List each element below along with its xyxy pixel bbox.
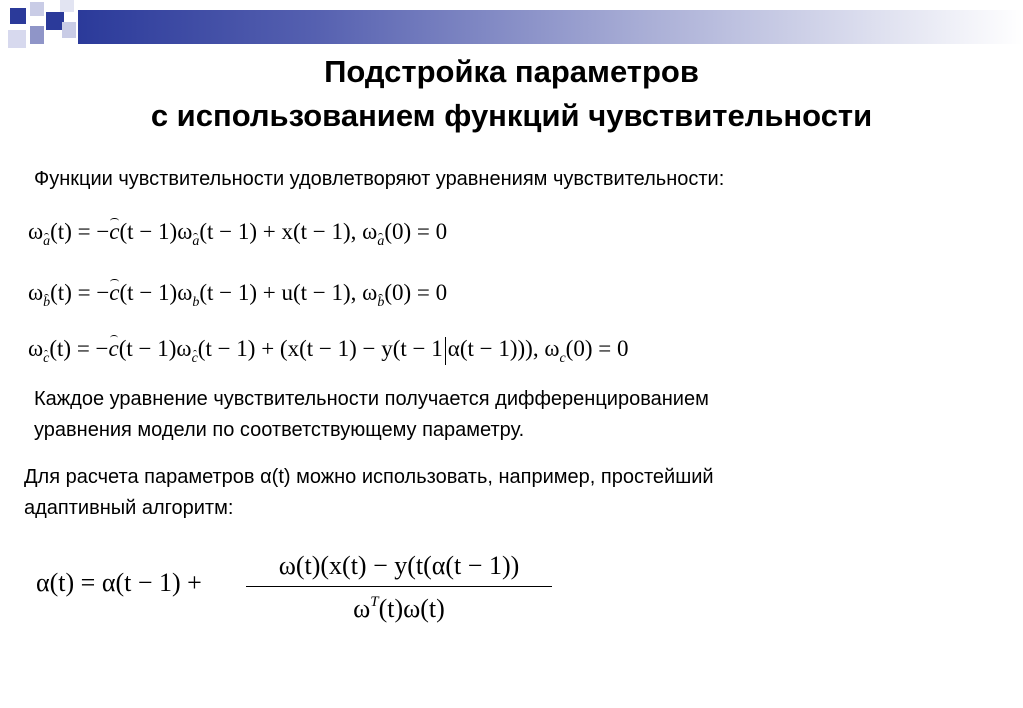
paragraph2-line2: уравнения модели по соответствующему параметру. bbox=[34, 419, 525, 441]
eq3-init-sub: c bbox=[559, 351, 566, 366]
eq2-init: (0) = 0 bbox=[384, 280, 448, 305]
algorithm-numerator: ω(t)(x(t) − y(t(α(t − 1)) bbox=[278, 551, 520, 580]
deco-square-7 bbox=[62, 22, 76, 38]
paragraph-algorithm bbox=[24, 462, 714, 524]
algorithm-denominator bbox=[246, 591, 552, 627]
den-transpose: T bbox=[370, 594, 379, 610]
fraction-line bbox=[246, 586, 552, 587]
eq2-lhs-sub: b bbox=[43, 295, 51, 310]
eq2-body3: (t − 1) + u(t − 1), ω bbox=[199, 280, 378, 305]
eq2-init-sub: b bbox=[377, 295, 385, 310]
deco-square-2 bbox=[30, 2, 44, 16]
eq3-c-hat: c bbox=[108, 336, 119, 361]
deco-square-5 bbox=[30, 26, 44, 44]
intro-text: Функции чувствительности удовлетворяют уравнениям чувствительности: bbox=[34, 168, 725, 190]
eq1-init-sub: a bbox=[377, 234, 385, 249]
eq3-body1: (t) = − bbox=[49, 336, 109, 361]
eq1-lhs-sub: a bbox=[43, 234, 51, 249]
title-line-2: с использованием функций чувствительности bbox=[150, 98, 873, 133]
conditional-bar bbox=[445, 337, 446, 365]
eq2-c-hat: c bbox=[109, 280, 120, 305]
eq1-body1: (t) = − bbox=[50, 219, 110, 244]
deco-square-4 bbox=[8, 30, 26, 48]
deco-square-1 bbox=[10, 8, 26, 24]
eq1-mid-sub: a bbox=[192, 234, 200, 249]
eq2-lhs-symbol: ω bbox=[28, 280, 44, 305]
paragraph3-line1: Для расчета параметров α(t) можно использовать, например, простейший bbox=[24, 466, 714, 488]
eq1-init: (0) = 0 bbox=[384, 219, 448, 244]
paragraph-derivation bbox=[34, 384, 709, 446]
gradient-bar bbox=[78, 10, 1023, 44]
algorithm-lhs: α(t) = α(t − 1) + bbox=[36, 568, 202, 597]
page-title bbox=[0, 50, 1023, 138]
eq3-lhs-sub: c bbox=[43, 351, 50, 366]
paragraph2-line1: Каждое уравнение чувствительности получается дифференцированием bbox=[34, 388, 709, 410]
title-line-1: Подстройка параметров bbox=[324, 54, 699, 89]
eq1-c-hat: c bbox=[109, 219, 120, 244]
eq2-mid-sub: b bbox=[192, 295, 200, 310]
equation-b bbox=[28, 280, 448, 310]
deco-square-6 bbox=[60, 0, 74, 12]
paragraph3-line2: адаптивный алгоритм: bbox=[24, 497, 234, 519]
equation-c bbox=[28, 336, 628, 365]
eq3-body2: (t − 1)ω bbox=[118, 336, 192, 361]
eq3-lhs-symbol: ω bbox=[28, 336, 44, 361]
eq2-body1: (t) = − bbox=[50, 280, 110, 305]
eq2-body2: (t − 1)ω bbox=[119, 280, 193, 305]
eq3-body3a: (t − 1) + (x(t − 1) − y(t − 1 bbox=[197, 336, 443, 361]
eq3-mid-sub: c bbox=[191, 351, 198, 366]
eq1-body3: (t − 1) + x(t − 1), ω bbox=[199, 219, 378, 244]
eq1-lhs-symbol: ω bbox=[28, 219, 44, 244]
den-rest: (t)ω(t) bbox=[378, 594, 445, 623]
eq3-body3b: α(t − 1))), ω bbox=[447, 336, 560, 361]
eq1-body2: (t − 1)ω bbox=[119, 219, 193, 244]
algorithm-fraction bbox=[246, 548, 552, 627]
equation-a bbox=[28, 219, 448, 249]
den-omega: ω bbox=[353, 594, 371, 623]
eq3-init: (0) = 0 bbox=[565, 336, 629, 361]
